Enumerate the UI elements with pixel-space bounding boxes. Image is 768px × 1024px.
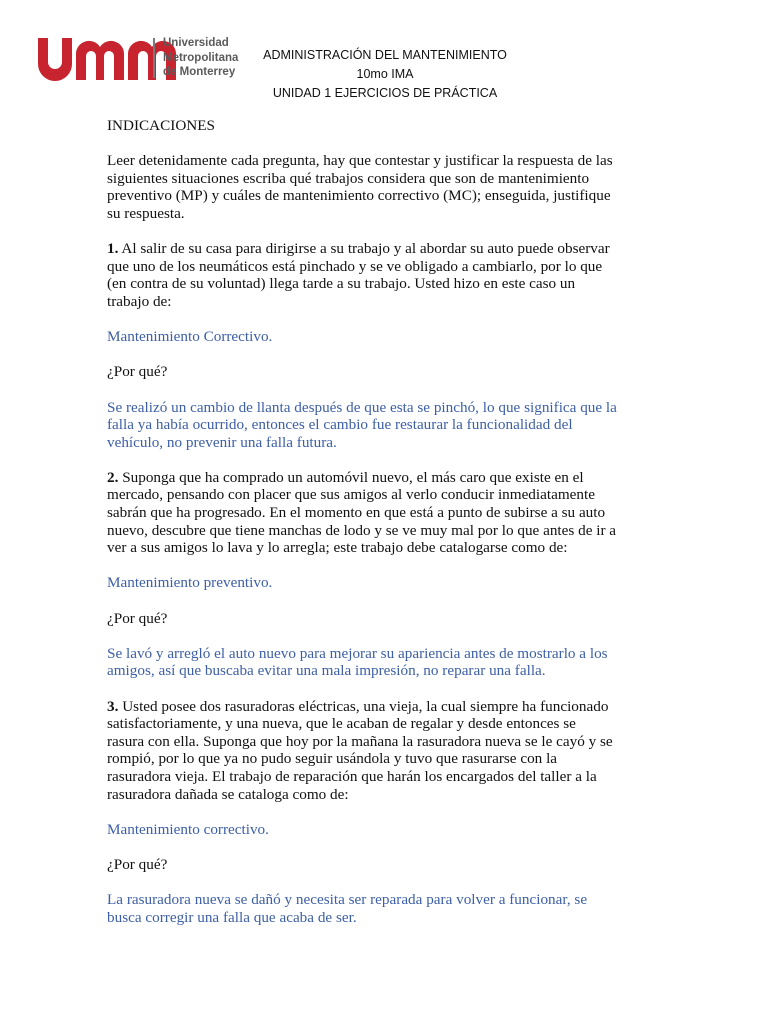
justification-2-line: Se lavó y arregló el auto nuevo para mejorar su apariencia antes de mostrarlo a los	[107, 644, 608, 662]
logo-line-3: de Monterrey	[163, 66, 236, 78]
answer-3: Mantenimiento correctivo.	[107, 820, 269, 838]
why-2: ¿Por qué?	[107, 609, 168, 627]
question-2-number: 2.	[107, 468, 119, 486]
justification-3-line: busca corregir una falla que acaba de ser.	[107, 908, 357, 926]
question-3-line: rompió, por lo que ya no pudo seguir usándola y tuvo que rasurarse con la	[107, 750, 558, 768]
answer-2: Mantenimiento preventivo.	[107, 574, 273, 592]
justification-1-line: falla ya había ocurrido, entonces el cambio fue restaurar la funcionalidad del	[107, 416, 573, 434]
question-3-number: 3.	[107, 697, 119, 715]
question-1-line	[107, 240, 667, 258]
question-text: Al salir de su casa para dirigirse a su trabajo y al abordar su auto puede observar	[118, 240, 610, 258]
question-1-line: que uno de los neumáticos está pinchado y se ve obligado a cambiarlo, por lo que	[107, 257, 603, 275]
logo-line-1: Universidad	[163, 37, 229, 49]
logo-line-2: Metropolitana	[163, 51, 239, 64]
justification-3-line: La rasuradora nueva se dañó y necesita ser reparada para volver a funcionar, se	[107, 891, 588, 909]
group-label: 10mo IMA	[356, 67, 414, 81]
course-title: ADMINISTRACIÓN DEL MANTENIMIENTO	[263, 48, 507, 62]
indications-title: INDICACIONES	[107, 117, 215, 134]
question-3-line: rasuradora vieja. El trabajo de reparación que harán los encargados del taller a la	[107, 767, 597, 785]
question-2-line: sabrán que ha progresado. En el momento en que está a punto de subirse a su auto	[107, 504, 606, 522]
question-1-line: trabajo de:	[107, 292, 172, 310]
why-1: ¿Por qué?	[107, 363, 168, 381]
answer-1: Mantenimiento Correctivo.	[107, 328, 273, 346]
question-2-line: nuevo, descubre que tiene manchas de lodo y se ve muy mal por lo que antes de ir a	[107, 521, 617, 539]
question-text: Suponga que ha comprado un automóvil nuevo, el más caro que existe en el	[118, 468, 584, 486]
question-2-line	[107, 469, 667, 487]
unit-title: UNIDAD 1 EJERCICIOS DE PRÁCTICA	[272, 86, 498, 100]
justification-1-line: vehículo, no prevenir una falla futura.	[107, 433, 337, 451]
question-3-line: satisfactoriamente, y una nueva, que le acaban de regalar y desde entonces se	[107, 715, 576, 733]
justification-1-line: Se realizó un cambio de llanta después de que esta se pinchó, lo que significa que la	[107, 398, 617, 416]
question-3-line	[107, 698, 667, 716]
document-body	[107, 117, 667, 926]
question-text: Usted posee dos rasuradoras eléctricas, una vieja, la cual siempre ha funcionado	[118, 697, 609, 715]
question-3-line: rasura con ella. Suponga que hoy por la mañana la rasuradora nueva se le cayó y se	[107, 732, 613, 750]
university-name	[163, 36, 238, 80]
indications-line: Leer detenidamente cada pregunta, hay que contestar y justificar la respuesta de las	[107, 152, 613, 170]
document-header	[240, 46, 530, 103]
question-2-line: mercado, pensando con placer que sus amigos al verlo conducir inmediatamente	[107, 486, 595, 504]
indications-line: su respuesta.	[107, 204, 185, 222]
question-1-number: 1.	[107, 240, 119, 258]
question-2-line: ver a sus amigos lo lava y lo arregla; este trabajo debe catalogarse como de:	[107, 539, 568, 557]
question-3-line: rasuradora dañada se cataloga como de:	[107, 785, 349, 803]
why-3: ¿Por qué?	[107, 855, 168, 873]
indications-line: siguientes situaciones escriba qué trabajos considera que son de mantenimiento	[107, 169, 590, 187]
question-1-line: (en contra de su voluntad) llega tarde a su trabajo. Usted hizo en este caso un	[107, 275, 576, 293]
indications-line: preventivo (MP) y cuáles de mantenimiento correctivo (MC); enseguida, justifique	[107, 187, 611, 205]
justification-2-line: amigos, así que buscaba evitar una mala impresión, no reparar una falla.	[107, 662, 546, 680]
